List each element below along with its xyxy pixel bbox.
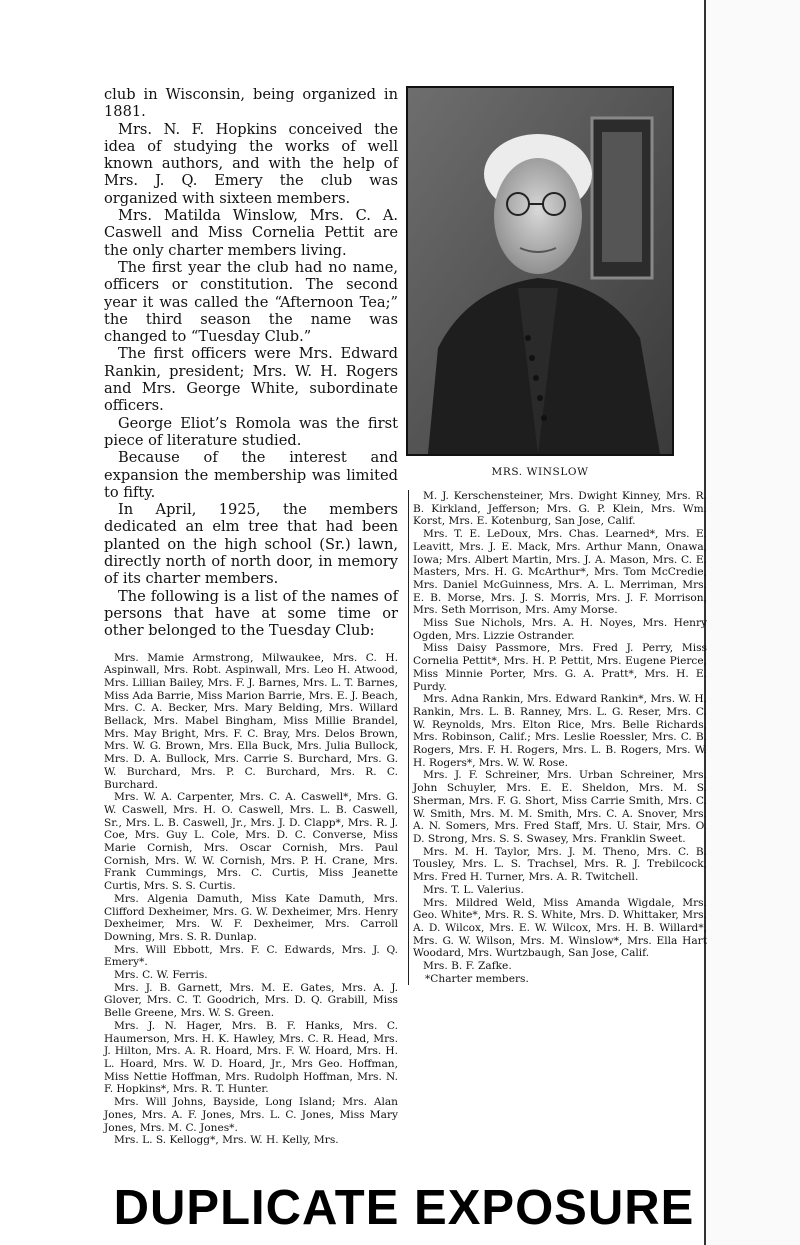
paragraph: The first officers were Mrs. Edward Rankin, president; Mrs. W. H. Rogers and Mrs. George White, subordinate officers. bbox=[104, 345, 398, 415]
paragraph: The following is a list of the names of persons that have at some time or other belonged to the Tuesday Club: bbox=[104, 587, 398, 640]
member-group: Mrs. Algenia Damuth, Miss Kate Damuth, Mrs. Clifford Dexheimer, Mrs. G. W. Dexheimer, Mrs. Henry Dexheimer, Mrs. W. F. Dexheimer, Mrs. Carroll Downing, Mrs. S. R. Dunlap. bbox=[104, 892, 398, 943]
right-column bbox=[408, 490, 707, 985]
paragraph: club in Wisconsin, being organized in 1881. bbox=[104, 86, 398, 121]
member-group: Mrs. Mamie Armstrong, Milwaukee, Mrs. C. H. Aspinwall, Mrs. Robt. Aspinwall, Mrs. Leo H. Atwood, Mrs. Lillian Bailey, Mrs. F. J. Barnes, Mrs. L. T. Barnes, Miss Ada Barrie, Miss Marion Barrie, Mrs. E. J. Beach, Mrs. C. A. Becker, Mrs. Mary Belding, Mrs. Willard Bellack, Mrs. Mabel Bingham, Miss Millie Brandel, Mrs. May Bright, Mrs. F. C. Bray, Mrs. Delos Brown, Mrs. W. G. Brown, Mrs. Ella Buck, Mrs. Julia Bullock, Mrs. D. A. Bullock, Mrs. Carrie S. Burchard, Mrs. G. W. Burchard, Mrs. P. C. Burchard, Mrs. R. C. Burchard. bbox=[104, 651, 398, 791]
member-group: Mrs. L. S. Kellogg*, Mrs. W. H. Kelly, Mrs. bbox=[114, 1134, 339, 1147]
paragraph: George Eliot’s Romola was the first piece of literature studied. bbox=[104, 414, 398, 449]
member-group: Mrs. Will Johns, Bayside, Long Island; Mrs. Alan Jones, Mrs. A. F. Jones, Mrs. L. C. Jones, Miss Mary Jones, Mrs. M. C. Jones*. bbox=[104, 1096, 398, 1134]
member-group: Miss Daisy Passmore, Mrs. Fred J. Perry, Miss Cornelia Pettit*, Mrs. H. P. Pettit, Mrs. Eugene Pierce, Miss Minnie Porter, Mrs. G. A. Pratt*, Mrs. H. E. Purdy. bbox=[413, 642, 707, 693]
page-edge bbox=[704, 0, 800, 1245]
member-group: Mrs. Adna Rankin, Mrs. Edward Rankin*, Mrs. W. H. Rankin, Mrs. L. B. Ranney, Mrs. L. G. Reser, Mrs. C. W. Reynolds, Mrs. Elton Rice, Mrs. Belle Richards, Mrs. Robinson, Calif.; Mrs. Leslie Roessler, Mrs. C. B. Rogers, Mrs. F. H. Rogers, Mrs. L. B. Rogers, Mrs. W. H. Rogers*, Mrs. W. W. Rose. bbox=[413, 693, 707, 769]
member-group: Mrs. T. E. LeDoux, Mrs. Chas. Learned*, Mrs. E. Leavitt, Mrs. J. E. Mack, Mrs. Arthur Mann, Onawa, Iowa; Mrs. Albert Martin, Mrs. J. A. Mason, Mrs. C. E. Masters, Mrs. H. G. McArthur*, Mrs. Tom McCredie, Mrs. Daniel McGuinness, Mrs. A. L. Merriman, Mrs. E. B. Morse, Mrs. J. S. Morris, Mrs. J. F. Morrison, Mrs. Seth Morrison, Mrs. Amy Morse. bbox=[413, 528, 707, 617]
member-group: Mrs. J. B. Garnett, Mrs. M. E. Gates, Mrs. A. J. Glover, Mrs. C. T. Goodrich, Mrs. D. Q. Grabill, Miss Belle Greene, Mrs. W. S. Green. bbox=[104, 981, 398, 1020]
left-column bbox=[104, 86, 398, 1147]
paragraph: Because of the interest and expansion the membership was limited to fifty. bbox=[104, 449, 398, 501]
member-group: Mrs. C. W. Ferris. bbox=[114, 969, 208, 982]
member-list-left bbox=[104, 652, 398, 1147]
paragraph: Mrs. N. F. Hopkins conceived the idea of studying the works of well known authors, and with the help of Mrs. J. Q. Emery the club was organized with sixteen members. bbox=[104, 120, 398, 207]
member-group: Mrs. T. L. Valerius. bbox=[423, 883, 524, 896]
member-group: Miss Sue Nichols, Mrs. A. H. Noyes, Mrs. Henry Ogden, Mrs. Lizzie Ostrander. bbox=[413, 617, 707, 642]
paragraph: In April, 1925, the members dedicated an elm tree that had been planted on the high school (Sr.) lawn, directly north of north door, in memory of its charter members. bbox=[104, 501, 398, 588]
article-intro bbox=[104, 86, 398, 640]
paragraph: Mrs. Matilda Winslow, Mrs. C. A. Caswell and Miss Cornelia Pettit are the only charter members living. bbox=[104, 207, 398, 259]
member-group: Mrs. J. N. Hager, Mrs. B. F. Hanks, Mrs. C. Haumerson, Mrs. H. K. Hawley, Mrs. C. R. Head, Mrs. J. Hilton, Mrs. A. R. Hoard, Mrs. F. W. Hoard, Mrs. H. L. Hoard, Mrs. W. D. Hoard, Jr., Mrs Geo. Hoffman, Miss Nettie Hoffman, Mrs. Rudolph Hoffman, Mrs. N. F. Hopkins*, Mrs. R. T. Hunter. bbox=[104, 1019, 398, 1096]
member-group: Mrs. M. H. Taylor, Mrs. J. M. Theno, Mrs. C. B. Tousley, Mrs. L. S. Trachsel, Mrs. R. J. Trebilcock, Mrs. Fred H. Turner, Mrs. A. R. Twitchell. bbox=[413, 845, 707, 884]
member-group: Mrs. W. A. Carpenter, Mrs. C. A. Caswell*, Mrs. G. W. Caswell, Mrs. H. O. Caswell, Mrs. L. B. Caswell, Sr., Mrs. L. B. Caswell, Jr., Mrs. J. D. Clapp*, Mrs. R. J. Coe, Mrs. Guy L. Cole, Mrs. D. C. Converse, Miss Marie Cornish, Mrs. Oscar Cornish, Mrs. Paul Cornish, Mrs. W. W. Cornish, Mrs. P. H. Crane, Mrs. Frank Cummings, Mrs. C. Curtis, Miss Jeanette Curtis, Mrs. S. S. Curtis. bbox=[104, 791, 398, 893]
member-group: Mrs. Will Ebbott, Mrs. F. C. Edwards, Mrs. J. Q. Emery*. bbox=[104, 943, 398, 969]
portrait-image bbox=[408, 88, 672, 454]
member-group: Mrs. Mildred Weld, Miss Amanda Wigdale, Mrs. Geo. White*, Mrs. R. S. White, Mrs. D. Whittaker, Mrs. A. D. Wilcox, Mrs. E. W. Wilcox, Mrs. H. B. Willard*, Mrs. G. W. Wilson, Mrs. M. Winslow*, Mrs. Ella Hart Woodard, Mrs. Wurtzbaugh, San Jose, Calif. bbox=[413, 896, 707, 960]
photo-caption: MRS. WINSLOW bbox=[491, 466, 589, 478]
member-group: Mrs. J. F. Schreiner, Mrs. Urban Schreiner, Mrs. John Schuyler, Mrs. E. E. Sheldon, Mrs. M. S. Sherman, Mrs. F. G. Short, Miss Carrie Smith, Mrs. C. W. Smith, Mrs. M. M. Smith, Mrs. C. A. Snover, Mrs. A. N. Somers, Mrs. Fred Staff, Mrs. U. Stair, Mrs. O. D. Strong, Mrs. S. S. Swasey, Mrs. Franklin Sweet. bbox=[413, 769, 707, 845]
footnote: *Charter members. bbox=[425, 972, 529, 985]
duplicate-exposure-stamp: DUPLICATE EXPOSURE bbox=[113, 1181, 695, 1235]
portrait-photo bbox=[406, 86, 674, 456]
member-group: M. J. Kerschensteiner, Mrs. Dwight Kinney, Mrs. R. B. Kirkland, Jefferson; Mrs. G. P. Klein, Mrs. Wm. Korst, Mrs. E. Kotenburg, San Jose, Calif. bbox=[413, 490, 707, 528]
paragraph: The first year the club had no name, officers or constitution. The second year it was called the “Afternoon Tea;” the third season the name was changed to “Tuesday Club.” bbox=[104, 258, 398, 346]
member-group: Mrs. B. F. Zafke. bbox=[423, 960, 512, 973]
